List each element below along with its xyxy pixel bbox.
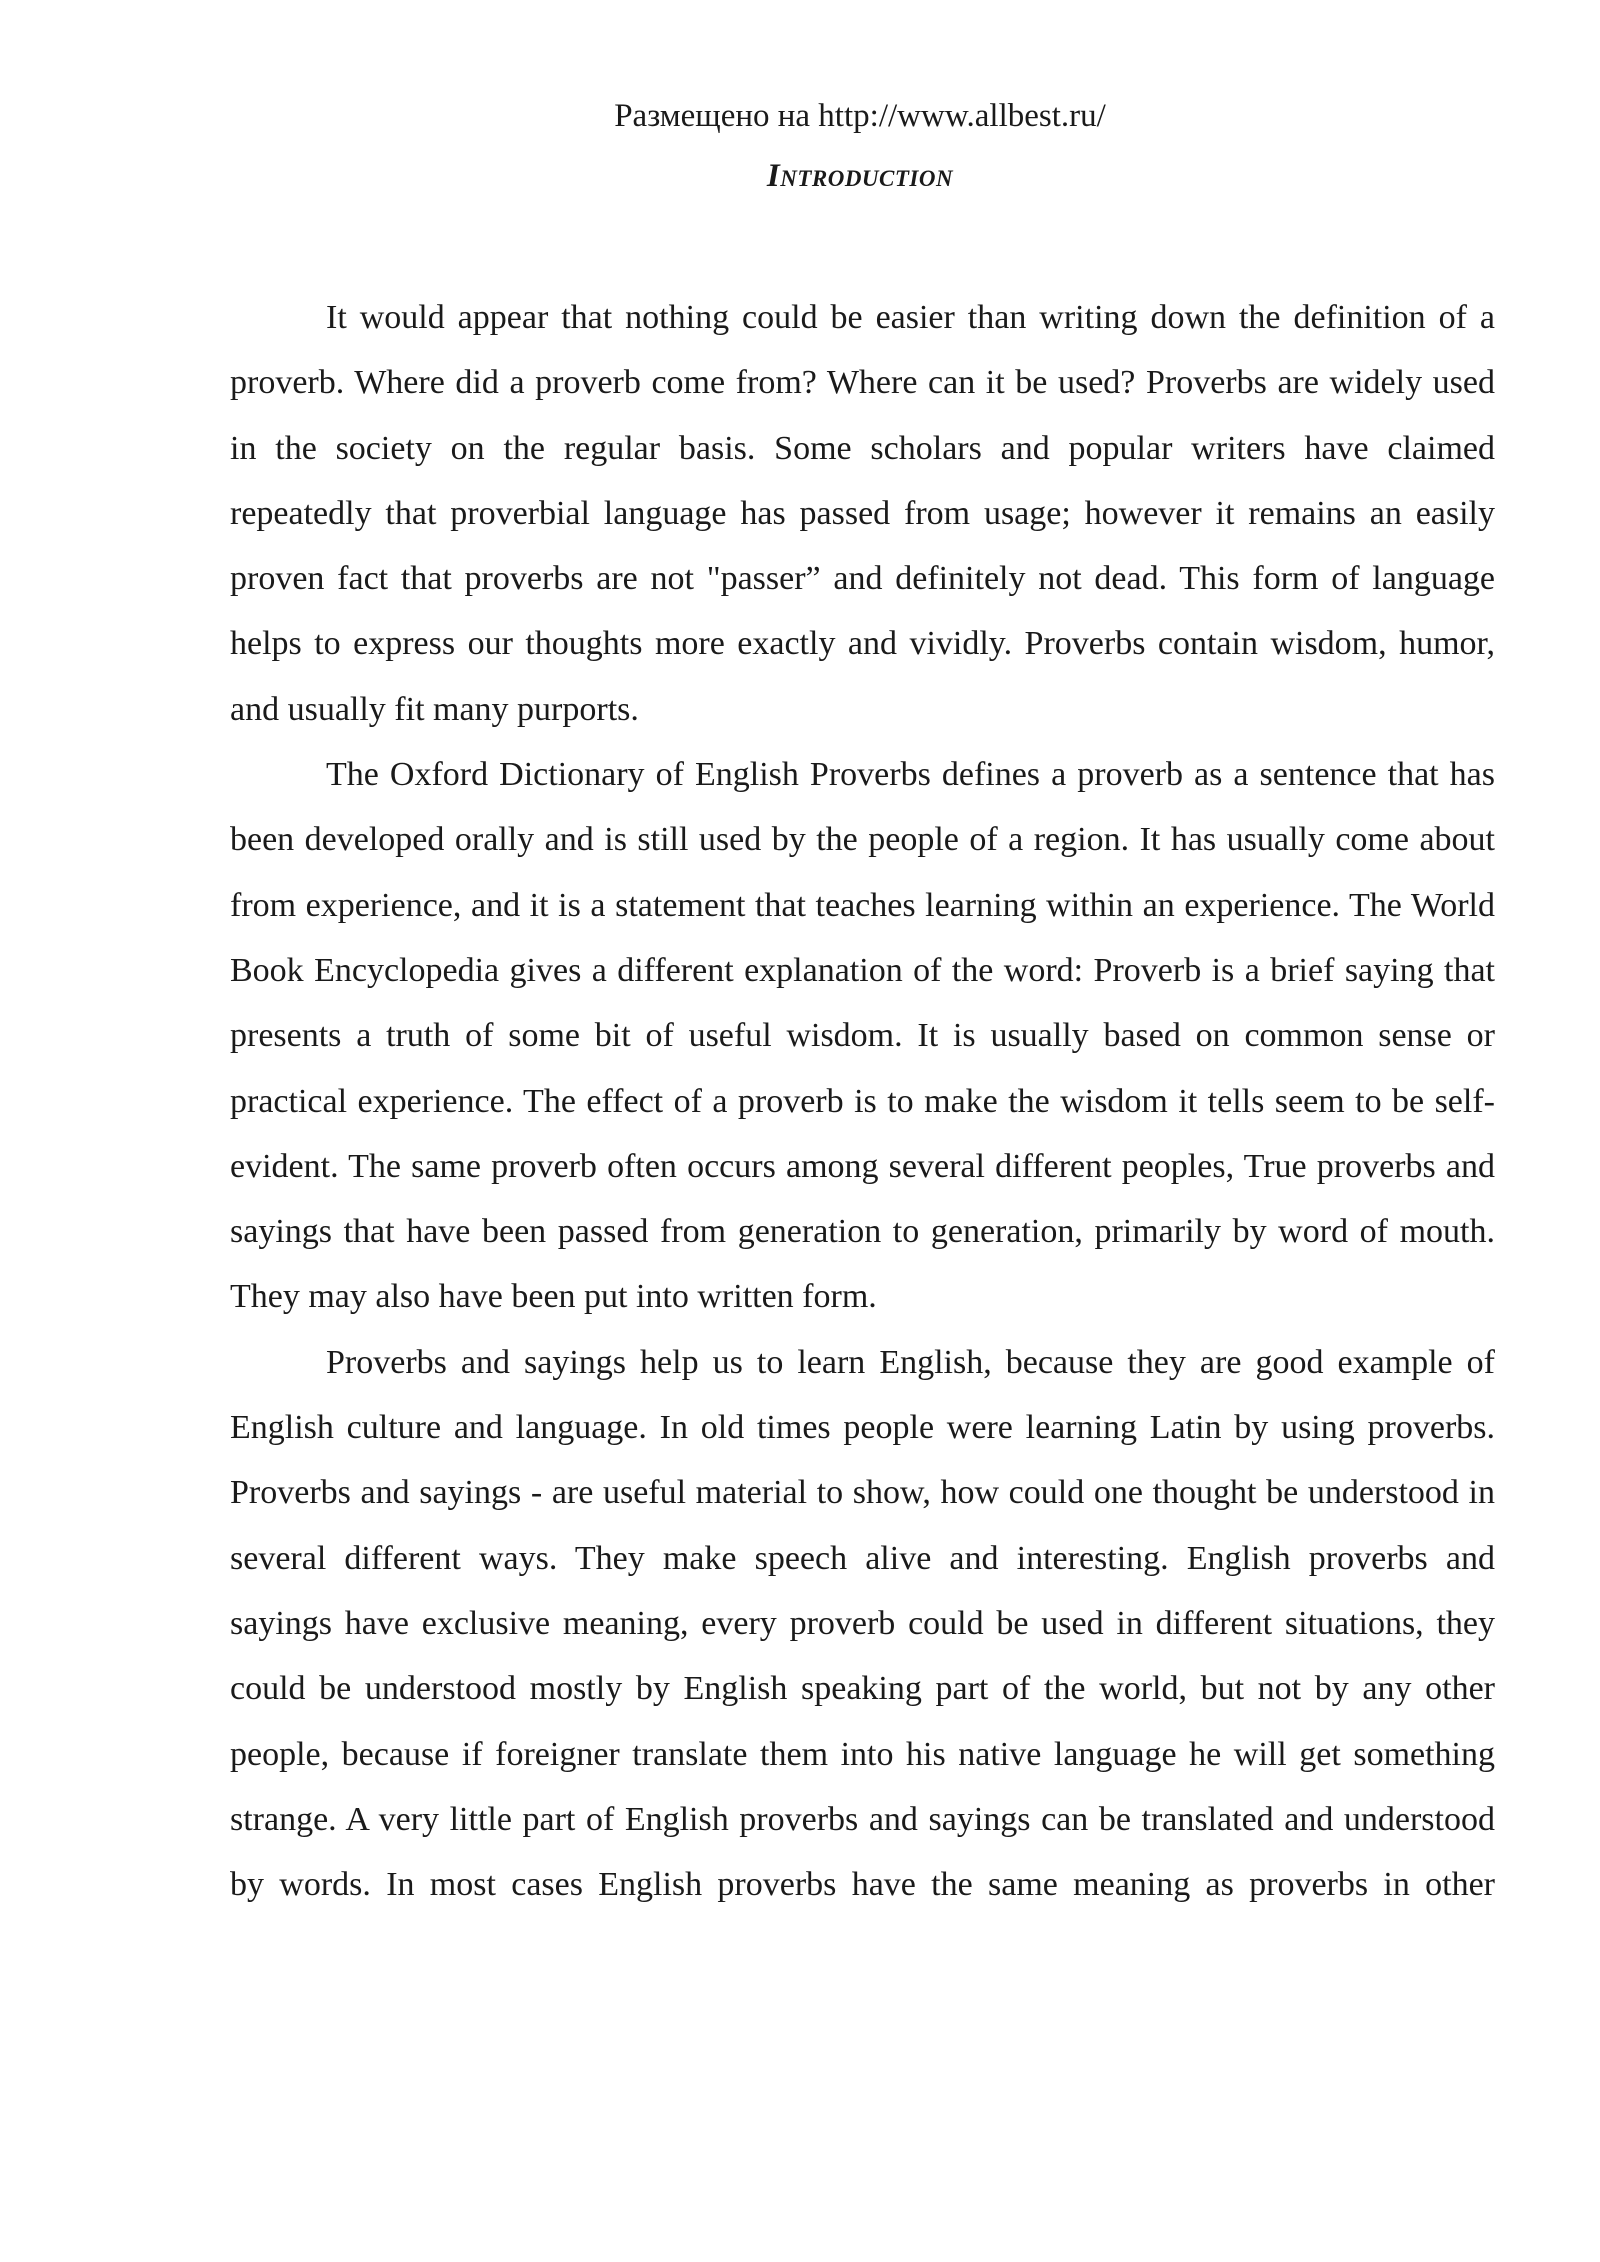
paragraph: Proverbs and sayings help us to learn English, because they are good example of English culture and language. In old times people were learning Latin by using proverbs. Proverbs and sayings - are useful material to show, how could one thought be understood in several different ways. They make speech alive and interesting. English proverbs and sayings have exclusive meaning, every proverb could be used in different situations, they could be understood mostly by English speaking part of the world, but not by any other people, because if foreigner translate them into his native language he will get something strange. A very little part of English proverbs and sayings can be translated and understood by words. In most cases English proverbs have the same meaning as proverbs in other: [230, 1343, 1495, 1904]
page-title: Introduction: [766, 158, 954, 194]
source-attribution: Размещено на http://www.allbest.ru/: [614, 98, 1106, 134]
paragraph: It would appear that nothing could be easier than writing down the definition of a proverb. Where did a proverb come from? Where can it be used? Proverbs are widely used in the society on the regular basis. Some scholars and popular writers have claimed repeatedly that proverbial language has passed from usage; however it remains an easily proven fact that proverbs are not "passer” and definitely not dead. This form of language helps to express our thoughts more exactly and vividly. Proverbs contain wisdom, humor, and usually fit many purports.: [230, 299, 1495, 728]
paragraph: The Oxford Dictionary of English Proverbs defines a proverb as a sentence that has been developed orally and is still used by the people of a region. It has usually come about from experience, and it is a statement that teaches learning within an experience. The World Book Encyclopedia gives a different explanation of the word: Proverb is a brief saying that presents a truth of some bit of useful wisdom. It is usually based on common sense or practical experience. The effect of a proverb is to make the wisdom it tells seem to be self-evident. The same proverb often occurs among several different peoples, True proverbs and sayings that have been passed from generation to generation, primarily by word of mouth. They may also have been put into written form.: [230, 756, 1495, 1316]
body-text: [230, 285, 1495, 1917]
